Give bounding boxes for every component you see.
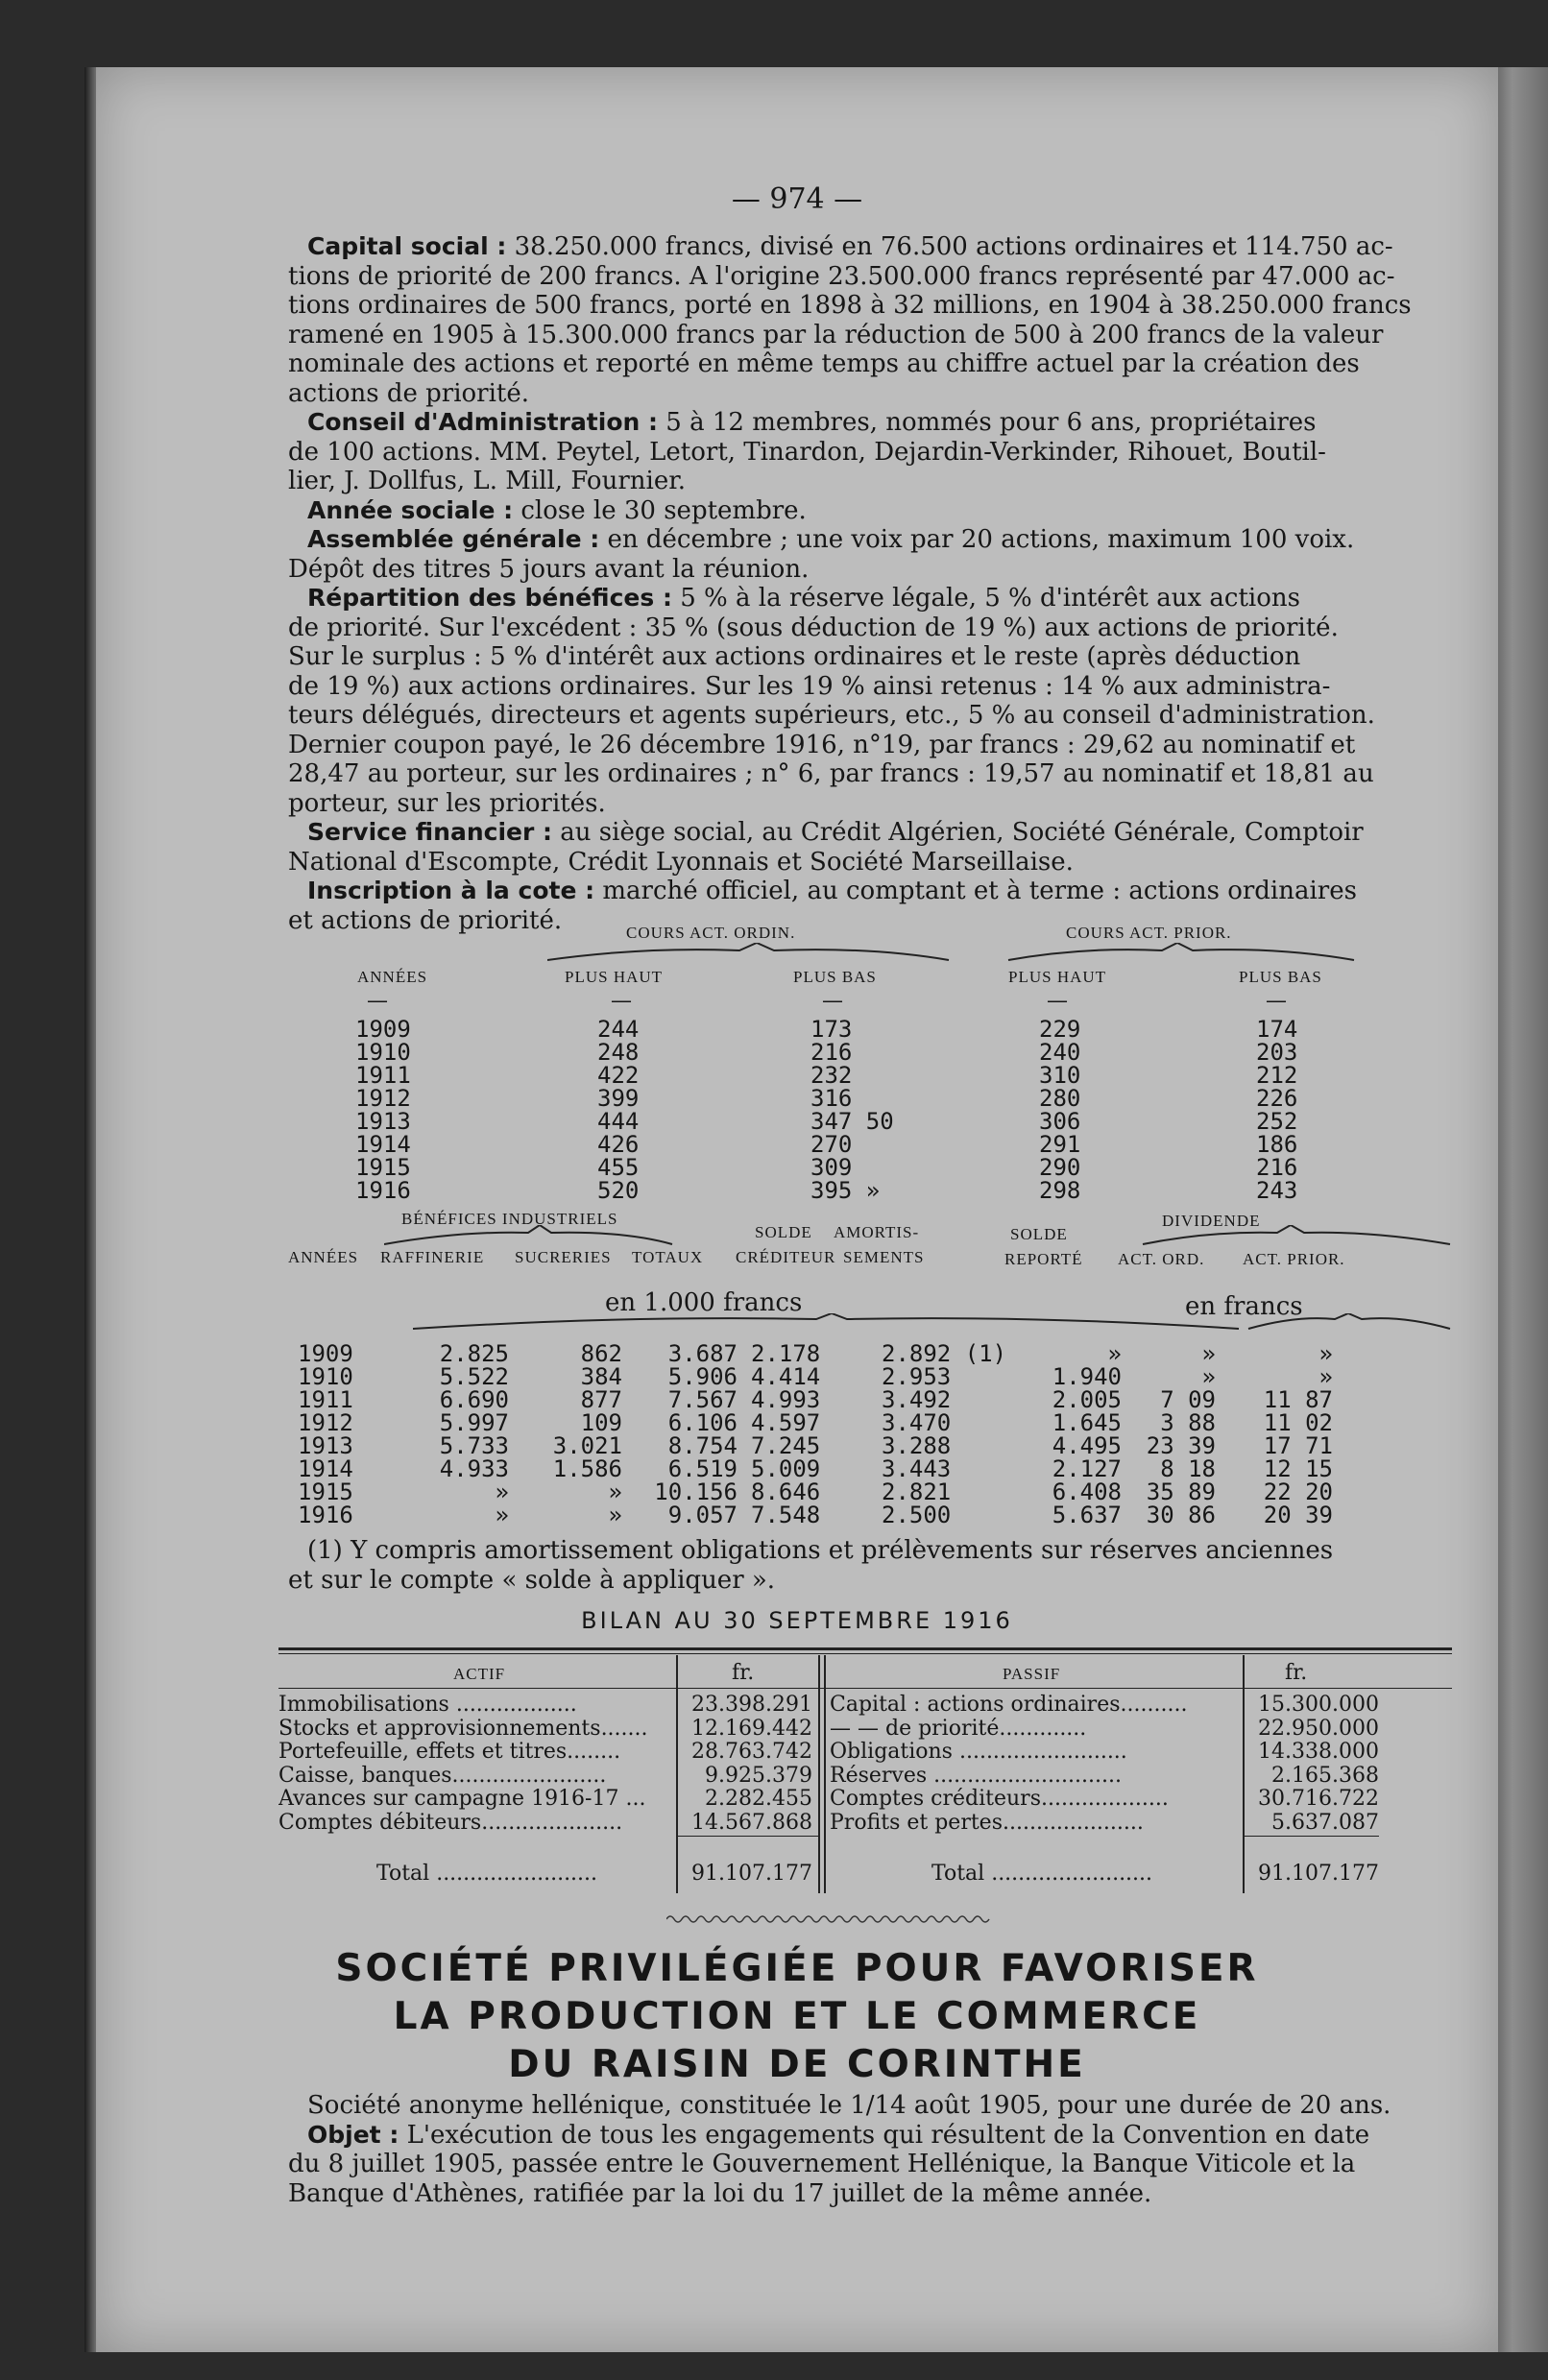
repartition-label: Répartition des bénéfices : bbox=[307, 584, 672, 612]
passif-fr-header: fr. bbox=[1285, 1661, 1308, 1685]
conseil-line: 5 à 12 membres, nommés pour 6 ans, propriétaires bbox=[665, 408, 1317, 437]
solde-reporte-column bbox=[1016, 1342, 1122, 1527]
cours-year-cell: 1914 bbox=[355, 1131, 411, 1158]
cours-prior-bas-cell: 174 bbox=[1256, 1016, 1298, 1043]
sucreries-cell: 862 bbox=[580, 1340, 622, 1367]
benefices-year-cell: 1915 bbox=[298, 1478, 353, 1505]
dividende-prior-cell: 11 02 bbox=[1263, 1409, 1333, 1436]
solde-cell: 4.993 bbox=[751, 1386, 821, 1413]
actif-values bbox=[678, 1694, 812, 1835]
cours-ordin-bas-cell: 173 bbox=[810, 1016, 853, 1043]
conseil-label: Conseil d'Administration : bbox=[307, 408, 659, 436]
sucreries-cell: 384 bbox=[580, 1363, 622, 1390]
amort-cell: 2.821 bbox=[882, 1478, 952, 1505]
unit-thousand-francs: en 1.000 francs bbox=[605, 1288, 803, 1317]
dash: — bbox=[1047, 989, 1068, 1013]
dividende-prior-cell: 22 20 bbox=[1263, 1478, 1333, 1505]
footnote bbox=[288, 1536, 1450, 1595]
center-separator-2 bbox=[824, 1655, 826, 1893]
ornamental-separator bbox=[666, 1912, 993, 1926]
passif-row-label: Profits et pertes..................... bbox=[830, 1810, 1144, 1835]
cours-ordin-bas-cell: 270 bbox=[810, 1131, 853, 1158]
inscription-line: et actions de priorité. bbox=[288, 905, 563, 935]
benefices-header-braces bbox=[384, 1225, 1460, 1248]
cours-prior-haut-cell: 306 bbox=[1039, 1108, 1081, 1135]
cours-prior-haut-cell: 291 bbox=[1039, 1131, 1081, 1158]
cours-ordin-haut-cell: 248 bbox=[597, 1039, 640, 1066]
cours-prior-haut-cell: 240 bbox=[1039, 1039, 1081, 1066]
capital-line: tions de priorité de 200 francs. A l'origine 23.500.000 francs représenté par 47.000 ac- bbox=[288, 261, 1395, 291]
actif-total-value: 91.107.177 bbox=[691, 1862, 812, 1886]
repartition-line: porteur, sur les priorités. bbox=[288, 788, 606, 818]
cours-ordin-bas-cell: 232 bbox=[810, 1062, 853, 1089]
totaux-column bbox=[622, 1342, 738, 1527]
annee-paragraph bbox=[288, 496, 1450, 526]
cours-ordin-bas-cell: 395 » bbox=[810, 1177, 881, 1204]
sucreries-column bbox=[517, 1342, 622, 1527]
solde-reporte-cell: » bbox=[1107, 1340, 1122, 1367]
inscription-label: Inscription à la cote : bbox=[307, 877, 595, 904]
sucreries-cell: 877 bbox=[580, 1386, 622, 1413]
repartition-line: teurs délégués, directeurs et agents supérieurs, etc., 5 % au conseil d'administration. bbox=[288, 701, 1375, 730]
passif-row-label: Réserves ............................ bbox=[830, 1763, 1122, 1788]
capital-label: Capital social : bbox=[307, 232, 507, 260]
solde-reporte-cell: 2.127 bbox=[1052, 1455, 1122, 1482]
totaux-cell: 6.519 bbox=[667, 1455, 738, 1482]
actif-row-label: Stocks et approvisionnements....... bbox=[278, 1716, 648, 1741]
passif-labels bbox=[830, 1694, 1241, 1835]
totaux-cell: 9.057 bbox=[667, 1502, 738, 1528]
solde-header: SOLDE bbox=[755, 1223, 812, 1241]
objet-line: Banque d'Athènes, ratifiée par la loi du 17 juillet de la même année. bbox=[288, 2178, 1152, 2208]
benefices-annees-header: ANNÉES bbox=[288, 1248, 359, 1266]
passif-row-label: Obligations ......................... bbox=[830, 1740, 1127, 1764]
intro-section bbox=[288, 232, 1450, 935]
solde-reporte-cell: 1.645 bbox=[1052, 1409, 1122, 1436]
assemblee-label: Assemblée générale : bbox=[307, 525, 600, 553]
amort-cell: 2.500 bbox=[882, 1502, 952, 1528]
passif-values bbox=[1245, 1694, 1379, 1835]
capital-line: tions ordinaires de 500 francs, porté en 1898 à 32 millions, en 1904 à 38.250.000 francs bbox=[288, 291, 1412, 320]
actif-total-label: Total ........................ bbox=[376, 1863, 598, 1886]
footnote-line: et sur le compte « solde à appliquer ». bbox=[288, 1565, 776, 1595]
cours-prior-haut-cell: 310 bbox=[1039, 1062, 1081, 1089]
benefices-years-column bbox=[298, 1342, 353, 1527]
cours-prior-haut-cell: 280 bbox=[1039, 1085, 1081, 1112]
solde-column bbox=[751, 1342, 820, 1527]
actif-row-label: Comptes débiteurs..................... bbox=[278, 1810, 623, 1835]
actif-labels bbox=[278, 1694, 674, 1835]
actif-row-label: Caisse, banques....................... bbox=[278, 1763, 607, 1788]
actif-header: ACTIF bbox=[453, 1665, 506, 1683]
cours-prior-haut-cell: 298 bbox=[1039, 1177, 1081, 1204]
cours-ordin-haut-cell: 444 bbox=[597, 1108, 640, 1135]
capital-line: nominale des actions et reporté en même temps au chiffre actuel par la création des bbox=[288, 349, 1360, 378]
dash: — bbox=[822, 989, 843, 1013]
cours-prior-header: COURS ACT. PRIOR. bbox=[1066, 924, 1232, 942]
solde-cell: 4.414 bbox=[751, 1363, 821, 1390]
passif-row-value: 22.950.000 bbox=[1258, 1716, 1379, 1741]
company-title-line-3: DU RAISIN DE CORINTHE bbox=[508, 2043, 1086, 2086]
passif-row-value: 2.165.368 bbox=[1271, 1763, 1379, 1788]
solde-cell: 8.646 bbox=[751, 1478, 821, 1505]
sucreries-cell: 1.586 bbox=[552, 1455, 622, 1482]
capital-line: 38.250.000 francs, divisé en 76.500 actions ordinaires et 114.750 ac- bbox=[514, 232, 1393, 261]
cours-ordin-header: COURS ACT. ORDIN. bbox=[626, 924, 796, 942]
bilan-top-rule bbox=[278, 1647, 1452, 1650]
repartition-line: Dernier coupon payé, le 26 décembre 1916, n°19, par francs : 29,62 au nominatif et bbox=[288, 730, 1356, 759]
benefices-year-cell: 1916 bbox=[298, 1502, 353, 1528]
cours-table bbox=[96, 912, 1498, 1229]
bilan-title: BILAN AU 30 SEPTEMBRE 1916 bbox=[581, 1607, 1013, 1634]
cours-header-braces bbox=[547, 943, 1373, 964]
dividende-ord-cell: 7 09 bbox=[1160, 1386, 1216, 1413]
raffinerie-cell: 5.733 bbox=[439, 1432, 509, 1459]
repartition-line: de 19 %) aux actions ordinaires. Sur les 19 % ainsi retenus : 14 % aux administra- bbox=[288, 671, 1331, 701]
dividende-ord-column bbox=[1133, 1342, 1216, 1527]
cours-prior-haut-cell: 229 bbox=[1039, 1016, 1081, 1043]
repartition-paragraph bbox=[288, 584, 1450, 818]
annee-label: Année sociale : bbox=[307, 495, 514, 524]
conseil-line: lier, J. Dollfus, L. Mill, Fournier. bbox=[288, 467, 687, 495]
company-subtitle: Société anonyme hellénique, constituée le 1/14 août 1905, pour une durée de 20 ans. bbox=[307, 2091, 1391, 2120]
solde-reporte-cell: 1.940 bbox=[1052, 1363, 1122, 1390]
dividende-ord-cell: 23 39 bbox=[1146, 1432, 1216, 1459]
solde-reporte-cell: 5.637 bbox=[1052, 1502, 1122, 1528]
dividende-ord-cell: 3 88 bbox=[1160, 1409, 1216, 1436]
act-ord-header: ACT. ORD. bbox=[1118, 1250, 1205, 1268]
cours-ordin-haut-cell: 244 bbox=[597, 1016, 640, 1043]
scanned-page bbox=[96, 67, 1498, 2352]
passif-row-value: 30.716.722 bbox=[1258, 1787, 1379, 1811]
solde-reporte-cell: 6.408 bbox=[1052, 1478, 1122, 1505]
benefices-year-cell: 1912 bbox=[298, 1409, 353, 1436]
dividende-prior-column bbox=[1246, 1342, 1333, 1527]
cours-prior-bas-cell: 203 bbox=[1256, 1039, 1298, 1066]
cours-ordin-haut-header: PLUS HAUT bbox=[565, 968, 664, 986]
benefices-group-header: BÉNÉFICES INDUSTRIELS bbox=[401, 1210, 618, 1228]
amort-cell: 2.892 (1) bbox=[882, 1340, 1007, 1367]
raffinerie-cell: 2.825 bbox=[439, 1340, 509, 1367]
assemblee-paragraph bbox=[288, 525, 1450, 584]
amort-cell: 2.953 bbox=[882, 1363, 952, 1390]
service-paragraph bbox=[288, 818, 1450, 877]
cours-ordin-haut-column bbox=[597, 1018, 639, 1202]
cours-year-cell: 1911 bbox=[355, 1062, 411, 1089]
center-separator bbox=[818, 1655, 820, 1893]
solde-cell: 5.009 bbox=[751, 1455, 821, 1482]
totaux-cell: 5.906 bbox=[667, 1363, 738, 1390]
passif-total-rule bbox=[1245, 1836, 1379, 1837]
solde-cell: 7.548 bbox=[751, 1502, 821, 1528]
cours-prior-haut-column bbox=[1039, 1018, 1080, 1202]
solde-cell: 7.245 bbox=[751, 1432, 821, 1459]
sucreries-cell: » bbox=[608, 1502, 622, 1528]
dividende-prior-cell: 20 39 bbox=[1263, 1502, 1333, 1528]
dash: — bbox=[611, 989, 632, 1013]
cours-prior-bas-column bbox=[1256, 1018, 1297, 1202]
totaux-cell: 3.687 bbox=[667, 1340, 738, 1367]
actif-row-value: 28.763.742 bbox=[691, 1740, 812, 1764]
dividende-ord-cell: 35 89 bbox=[1146, 1478, 1216, 1505]
repartition-line: 28,47 au porteur, sur les ordinaires ; n° 6, par francs : 19,57 au nominatif et 18,81 au bbox=[288, 759, 1374, 788]
cours-years-column bbox=[355, 1018, 411, 1202]
cours-prior-bas-header: PLUS BAS bbox=[1239, 968, 1322, 986]
totaux-cell: 8.754 bbox=[667, 1432, 738, 1459]
cours-ordin-bas-cell: 347 50 bbox=[810, 1108, 894, 1135]
actif-row-label: Portefeuille, effets et titres........ bbox=[278, 1740, 621, 1764]
assemblee-line: en décembre ; une voix par 20 actions, maximum 100 voix. bbox=[607, 525, 1355, 554]
service-label: Service financier : bbox=[307, 818, 553, 846]
dividende-ord-cell: » bbox=[1201, 1363, 1216, 1390]
actif-total-rule bbox=[678, 1836, 818, 1837]
conseil-paragraph bbox=[288, 408, 1450, 496]
solde-reporte-cell: 4.495 bbox=[1052, 1432, 1122, 1459]
raffinerie-cell: 5.997 bbox=[439, 1409, 509, 1436]
cours-prior-haut-header: PLUS HAUT bbox=[1008, 968, 1107, 986]
bilan-top-rule-thin bbox=[278, 1653, 1452, 1654]
passif-row-label: Comptes créditeurs................... bbox=[830, 1787, 1169, 1811]
benefices-table bbox=[96, 1202, 1498, 1595]
cours-year-cell: 1912 bbox=[355, 1085, 411, 1112]
dividende-prior-cell: » bbox=[1318, 1363, 1333, 1390]
inscription-line: marché officiel, au comptant et à terme : actions ordinaires bbox=[602, 877, 1357, 905]
raffinerie-cell: » bbox=[495, 1478, 509, 1505]
annee-text: close le 30 septembre. bbox=[520, 495, 807, 525]
company-title-line-1: SOCIÉTÉ PRIVILÉGIÉE POUR FAVORISER bbox=[335, 1947, 1259, 1990]
cours-ordin-haut-cell: 399 bbox=[597, 1085, 640, 1112]
cours-prior-haut-cell: 290 bbox=[1039, 1154, 1081, 1181]
raffinerie-cell: 5.522 bbox=[439, 1363, 509, 1390]
solde-reporte-header: SOLDE bbox=[1010, 1225, 1068, 1243]
passif-total-value: 91.107.177 bbox=[1258, 1862, 1379, 1886]
cours-year-cell: 1915 bbox=[355, 1154, 411, 1181]
dash: — bbox=[1266, 989, 1287, 1013]
totaux-cell: 10.156 bbox=[654, 1478, 738, 1505]
benefices-year-cell: 1909 bbox=[298, 1340, 353, 1367]
cours-ordin-haut-cell: 426 bbox=[597, 1131, 640, 1158]
solde-cell: 4.597 bbox=[751, 1409, 821, 1436]
capital-line: ramené en 1905 à 15.300.000 francs par la réduction de 500 à 200 francs de la valeur bbox=[288, 320, 1384, 349]
assemblee-line: Dépôt des titres 5 jours avant la réunion. bbox=[288, 554, 810, 584]
actif-fr-header: fr. bbox=[732, 1661, 755, 1685]
totaux-cell: 6.106 bbox=[667, 1409, 738, 1436]
amort-cell: 3.443 bbox=[882, 1455, 952, 1482]
cours-ordin-bas-cell: 316 bbox=[810, 1085, 853, 1112]
company-body bbox=[288, 2091, 1460, 2208]
company-title-line-2: LA PRODUCTION ET LE COMMERCE bbox=[393, 1995, 1201, 2038]
dividende-ord-cell: 8 18 bbox=[1160, 1455, 1216, 1482]
cours-ordin-haut-cell: 422 bbox=[597, 1062, 640, 1089]
cours-prior-bas-cell: 186 bbox=[1256, 1131, 1298, 1158]
dividende-ord-cell: 30 86 bbox=[1146, 1502, 1216, 1528]
raffinerie-column bbox=[417, 1342, 509, 1527]
cours-ordin-haut-cell: 520 bbox=[597, 1177, 640, 1204]
totaux-header: TOTAUX bbox=[632, 1248, 704, 1266]
amort-column bbox=[882, 1342, 1006, 1527]
actif-row-value: 9.925.379 bbox=[705, 1763, 812, 1788]
cours-prior-bas-cell: 212 bbox=[1256, 1062, 1298, 1089]
dividende-prior-cell: 12 15 bbox=[1263, 1455, 1333, 1482]
dividende-prior-cell: 11 87 bbox=[1263, 1386, 1333, 1413]
cours-ordin-haut-cell: 455 bbox=[597, 1154, 640, 1181]
service-line: National d'Escompte, Crédit Lyonnais et Société Marseillaise. bbox=[288, 847, 1074, 877]
actif-row-value: 2.282.455 bbox=[705, 1787, 812, 1811]
sements-header: SEMENTS bbox=[843, 1248, 925, 1266]
benefices-year-cell: 1911 bbox=[298, 1386, 353, 1413]
bilan-header-rule bbox=[278, 1688, 1452, 1689]
dividende-ord-cell: » bbox=[1201, 1340, 1216, 1367]
repartition-line: 5 % à la réserve légale, 5 % d'intérêt aux actions bbox=[680, 584, 1300, 613]
dash: — bbox=[367, 989, 388, 1013]
totaux-cell: 7.567 bbox=[667, 1386, 738, 1413]
cours-year-cell: 1916 bbox=[355, 1177, 411, 1204]
dividende-prior-cell: » bbox=[1318, 1340, 1333, 1367]
cours-ordin-bas-column bbox=[810, 1018, 894, 1202]
passif-header: PASSIF bbox=[1003, 1665, 1061, 1683]
passif-row-value: 5.637.087 bbox=[1271, 1810, 1379, 1835]
reporte-header: REPORTÉ bbox=[1004, 1250, 1083, 1268]
sucreries-cell: » bbox=[608, 1478, 622, 1505]
amort-cell: 3.492 bbox=[882, 1386, 952, 1413]
passif-row-label: Capital : actions ordinaires.......... bbox=[830, 1694, 1188, 1717]
footnote-line: (1) Y compris amortissement obligations et prélèvements sur réserves anciennes bbox=[307, 1536, 1334, 1565]
passif-total-label: Total ........................ bbox=[931, 1863, 1153, 1886]
solde-cell: 2.178 bbox=[751, 1340, 821, 1367]
cours-annees-header: ANNÉES bbox=[357, 968, 428, 986]
benefices-year-cell: 1910 bbox=[298, 1363, 353, 1390]
actif-row-label: Immobilisations .................. bbox=[278, 1694, 577, 1717]
objet-line: L'exécution de tous les engagements qui résultent de la Convention en date bbox=[406, 2120, 1370, 2150]
capital-line: actions de priorité. bbox=[288, 378, 530, 408]
objet-label: Objet : bbox=[307, 2120, 399, 2149]
actif-row-value: 14.567.868 bbox=[691, 1810, 812, 1835]
page-number: — 974 — bbox=[731, 182, 863, 216]
conseil-line: de 100 actions. MM. Peytel, Letort, Tinardon, Dejardin-Verkinder, Rihouet, Boutil- bbox=[288, 437, 1326, 467]
passif-row-value: 15.300.000 bbox=[1258, 1693, 1379, 1717]
cours-prior-bas-cell: 226 bbox=[1256, 1085, 1298, 1112]
dividende-prior-cell: 17 71 bbox=[1263, 1432, 1333, 1459]
sucreries-header: SUCRERIES bbox=[515, 1248, 612, 1266]
cours-prior-bas-cell: 216 bbox=[1256, 1154, 1298, 1181]
unit-francs: en francs bbox=[1185, 1292, 1303, 1321]
actif-row-label: Avances sur campagne 1916-17 ... bbox=[278, 1787, 646, 1811]
raffinerie-cell: 6.690 bbox=[439, 1386, 509, 1413]
crediteur-header: CRÉDITEUR bbox=[736, 1248, 836, 1266]
actif-row-value: 12.169.442 bbox=[691, 1716, 812, 1741]
cours-ordin-bas-cell: 309 bbox=[810, 1154, 853, 1181]
sucreries-cell: 109 bbox=[580, 1409, 622, 1436]
raffinerie-cell: » bbox=[495, 1502, 509, 1528]
objet-line: du 8 juillet 1905, passée entre le Gouvernement Hellénique, la Banque Viticole et la bbox=[288, 2150, 1356, 2178]
cours-prior-bas-cell: 243 bbox=[1256, 1177, 1298, 1204]
passif-row-value: 14.338.000 bbox=[1258, 1740, 1379, 1764]
cours-ordin-bas-header: PLUS BAS bbox=[793, 968, 877, 986]
service-line: au siège social, au Crédit Algérien, Société Générale, Comptoir bbox=[560, 818, 1364, 847]
cours-year-cell: 1910 bbox=[355, 1039, 411, 1066]
raffinerie-cell: 4.933 bbox=[439, 1455, 509, 1482]
amort-cell: 3.288 bbox=[882, 1432, 952, 1459]
raffinerie-header: RAFFINERIE bbox=[380, 1248, 485, 1266]
passif-row-label: — — de priorité............. bbox=[830, 1716, 1087, 1741]
amort-header: AMORTIS- bbox=[834, 1223, 920, 1241]
act-prior-header: ACT. PRIOR. bbox=[1243, 1250, 1345, 1268]
repartition-line: Sur le surplus : 5 % d'intérêt aux actions ordinaires et le reste (après déduction bbox=[288, 642, 1301, 671]
solde-reporte-cell: 2.005 bbox=[1052, 1386, 1122, 1413]
cours-year-cell: 1913 bbox=[355, 1108, 411, 1135]
cours-year-cell: 1909 bbox=[355, 1016, 411, 1043]
benefices-year-cell: 1913 bbox=[298, 1432, 353, 1459]
actif-row-value: 23.398.291 bbox=[691, 1693, 812, 1717]
benefices-year-cell: 1914 bbox=[298, 1455, 353, 1482]
cours-ordin-bas-cell: 216 bbox=[810, 1039, 853, 1066]
unit-braces bbox=[413, 1313, 1469, 1334]
sucreries-cell: 3.021 bbox=[552, 1432, 622, 1459]
capital-paragraph bbox=[288, 232, 1450, 408]
amort-cell: 3.470 bbox=[882, 1409, 952, 1436]
dividende-header: DIVIDENDE bbox=[1162, 1212, 1261, 1230]
repartition-line: de priorité. Sur l'excédent : 35 % (sous déduction de 19 %) aux actions de priorité. bbox=[288, 613, 1339, 642]
cours-prior-bas-cell: 252 bbox=[1256, 1108, 1298, 1135]
